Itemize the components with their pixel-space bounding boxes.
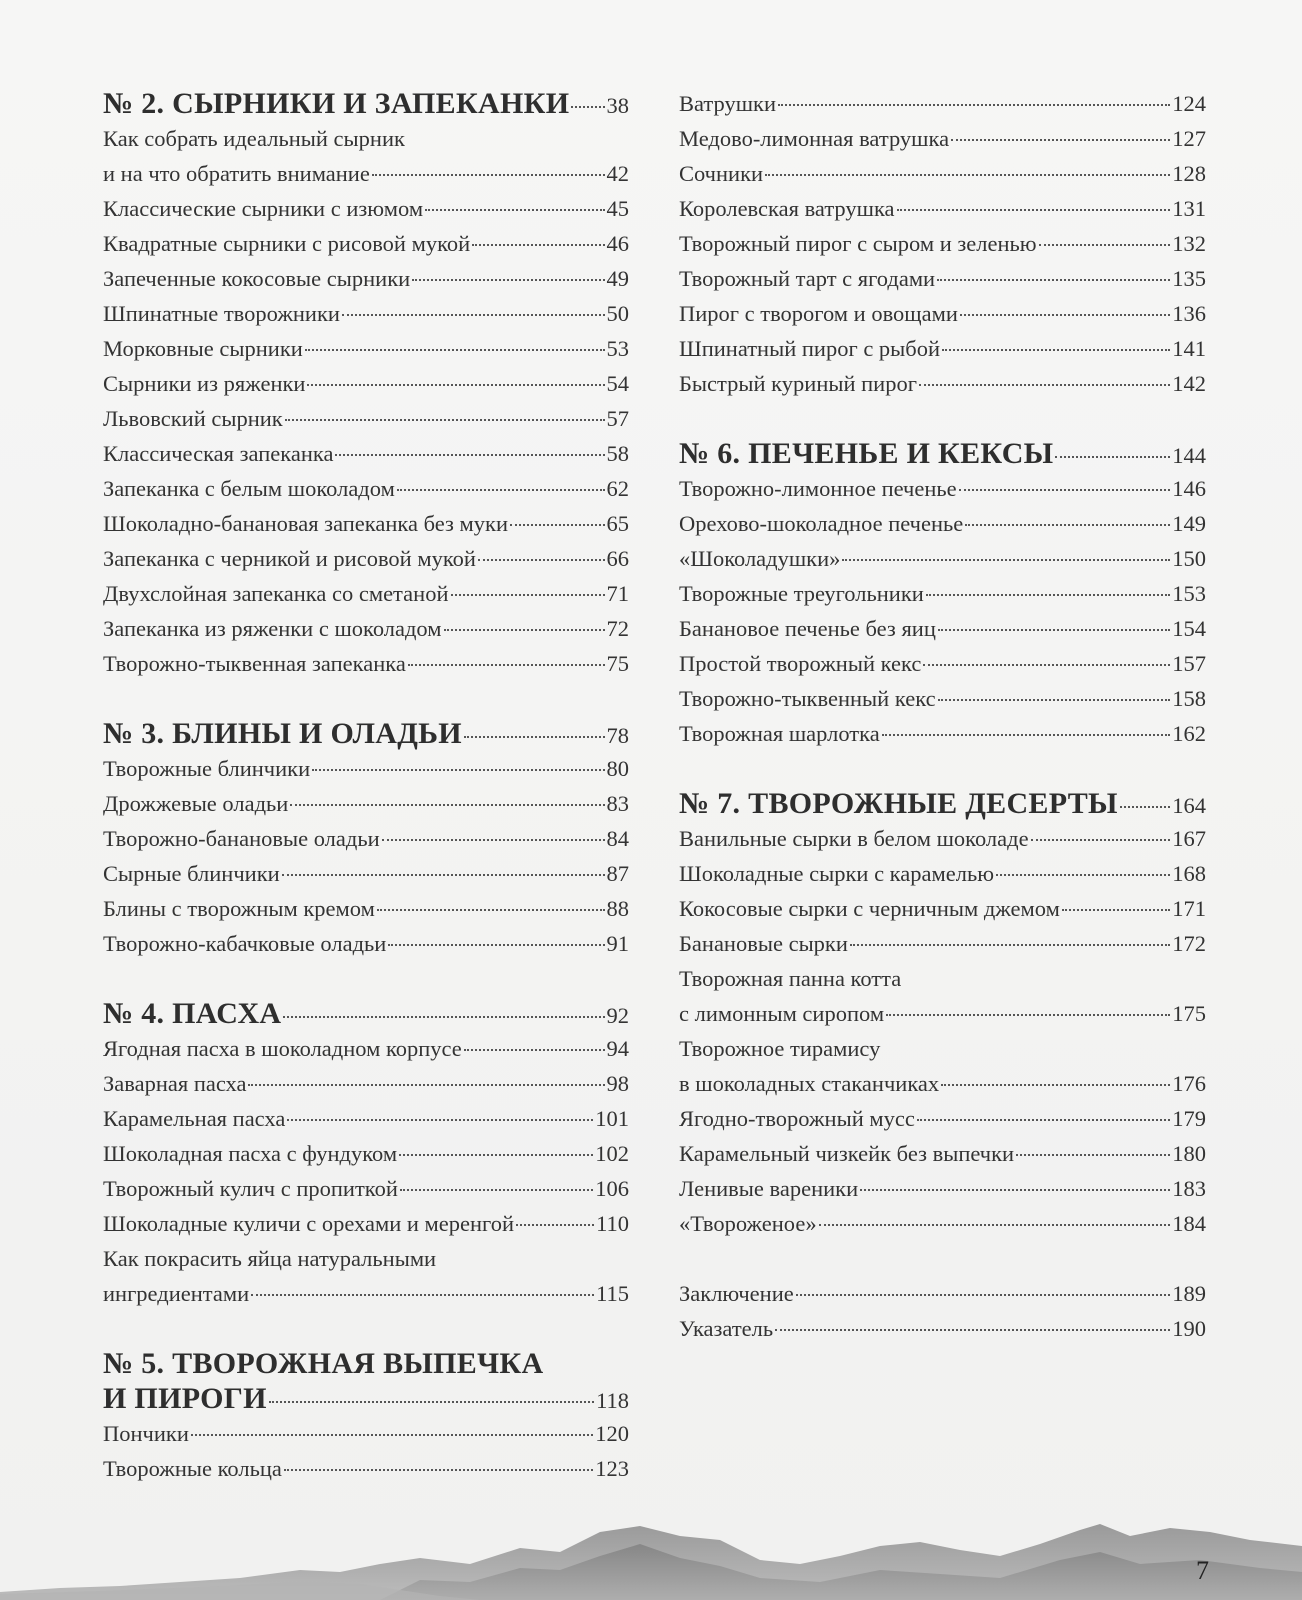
dot-leader: [388, 944, 604, 946]
section-heading[interactable]: [103, 996, 629, 1031]
dot-leader: [796, 1294, 1171, 1296]
toc-entry[interactable]: [103, 1206, 629, 1241]
toc-entry[interactable]: [679, 261, 1206, 296]
dot-leader: [282, 874, 605, 876]
entry-page-number: 175: [1172, 1001, 1206, 1026]
toc-entry[interactable]: [679, 716, 1206, 751]
entry-page-number: 127: [1172, 126, 1206, 151]
dot-leader: [312, 769, 604, 771]
entry-title: Запеканка с черникой и рисовой мукой: [103, 546, 476, 571]
section-heading[interactable]: [103, 716, 629, 751]
entry-title: Ягодная пасха в шоколадном корпусе: [103, 1036, 462, 1061]
entry-title: Ванильные сырки в белом шоколаде: [679, 826, 1029, 851]
toc-entry[interactable]: [103, 261, 629, 296]
entry-page-number: 142: [1172, 371, 1206, 396]
entry-page-number: 91: [606, 931, 629, 956]
toc-entry[interactable]: [679, 1276, 1206, 1311]
entry-title: Заварная пасха: [103, 1071, 247, 1096]
toc-entry[interactable]: [103, 296, 629, 331]
entry-title: Творожно-тыквенная запеканка: [103, 651, 406, 676]
toc-entry[interactable]: [679, 611, 1206, 646]
entry-page-number: 38: [606, 93, 629, 118]
toc-entry[interactable]: [103, 926, 629, 961]
toc-entry[interactable]: [679, 541, 1206, 576]
toc-entry[interactable]: [103, 611, 629, 646]
toc-entry[interactable]: [679, 1311, 1206, 1346]
dot-leader: [1062, 909, 1170, 911]
dot-leader: [342, 314, 605, 316]
entry-title: Творожные блинчики: [103, 756, 311, 781]
entry-page-number: 190: [1172, 1316, 1206, 1341]
entry-title: Кокосовые сырки с черничным джемом: [679, 896, 1060, 921]
entry-page-number: 189: [1172, 1281, 1206, 1306]
toc-entry[interactable]: [103, 1031, 629, 1066]
entry-page-number: 183: [1172, 1176, 1206, 1201]
toc-entry[interactable]: [103, 191, 629, 226]
entry-page-number: 50: [606, 301, 629, 326]
dot-leader: [775, 1329, 1170, 1331]
entry-title: Двухслойная запеканка со сметаной: [103, 581, 449, 606]
entry-page-number: 84: [606, 826, 629, 851]
entry-title: Запеченные кокосовые сырники: [103, 266, 411, 291]
entry-page-number: 58: [606, 441, 629, 466]
section-spacer: [103, 1311, 629, 1346]
dot-leader: [882, 734, 1171, 736]
toc-entry[interactable]: [679, 1136, 1206, 1171]
toc-entry[interactable]: [679, 506, 1206, 541]
toc-entry[interactable]: [103, 331, 629, 366]
toc-entry[interactable]: [679, 121, 1206, 156]
dot-leader: [397, 489, 605, 491]
dot-leader: [886, 1014, 1170, 1016]
entry-title: Классическая запеканка: [103, 441, 334, 466]
toc-entry[interactable]: [103, 401, 629, 436]
entry-page-number: 136: [1172, 301, 1206, 326]
entry-title: Запеканка из ряженки с шоколадом: [103, 616, 442, 641]
entry-page-number: 118: [596, 1388, 629, 1413]
entry-page-number: 128: [1172, 161, 1206, 186]
entry-page-number: 87: [606, 861, 629, 886]
toc-entry[interactable]: [679, 86, 1206, 121]
dot-leader: [287, 1119, 593, 1121]
toc-entry[interactable]: [679, 296, 1206, 331]
entry-page-number: 179: [1172, 1106, 1206, 1131]
toc-entry[interactable]: [103, 156, 629, 191]
entry-page-number: 167: [1172, 826, 1206, 851]
dot-leader: [399, 1154, 593, 1156]
entry-page-number: 88: [606, 896, 629, 921]
entry-page-number: 120: [595, 1421, 629, 1446]
entry-title: Банановое печенье без яиц: [679, 616, 936, 641]
entry-title: Карамельный чизкейк без выпечки: [679, 1141, 1015, 1166]
entry-page-number: 172: [1172, 931, 1206, 956]
entry-page-number: 65: [606, 511, 629, 536]
dot-leader: [842, 559, 1170, 561]
entry-page-number: 153: [1172, 581, 1206, 606]
dot-leader: [408, 664, 605, 666]
dot-leader: [926, 594, 1170, 596]
entry-title: Пирог с творогом и овощами: [679, 301, 958, 326]
entry-title: Творожно-кабачковые оладьи: [103, 931, 387, 956]
dot-leader: [1120, 806, 1170, 808]
entry-title: Шоколадные куличи с орехами и меренгой: [103, 1211, 515, 1236]
dot-leader: [941, 1084, 1170, 1086]
entry-title: Творожный пирог с сыром и зеленью: [679, 231, 1037, 256]
page-number: 7: [1196, 1556, 1209, 1585]
dot-leader: [307, 384, 604, 386]
dot-leader: [917, 1119, 1170, 1121]
dot-leader: [305, 349, 605, 351]
entry-title: Творожно-банановые оладьи: [103, 826, 380, 851]
entry-title: Творожные кольца: [103, 1456, 282, 1481]
entry-page-number: 157: [1172, 651, 1206, 676]
entry-page-number: 101: [595, 1106, 629, 1131]
dot-leader: [510, 524, 605, 526]
dot-leader: [937, 279, 1170, 281]
entry-page-number: 53: [606, 336, 629, 361]
entry-page-number: 49: [606, 266, 629, 291]
toc-entry[interactable]: [679, 856, 1206, 891]
entry-page-number: 66: [606, 546, 629, 571]
entry-title: Указатель: [679, 1316, 774, 1341]
entry-title: Сочники: [679, 161, 764, 186]
dot-leader: [516, 1224, 594, 1226]
entry-title: Ленивые вареники: [679, 1176, 859, 1201]
entry-title: Орехово-шоколадное печенье: [679, 511, 964, 536]
entry-page-number: 132: [1172, 231, 1206, 256]
entry-page-number: 135: [1172, 266, 1206, 291]
entry-title: Ватрушки: [679, 91, 777, 116]
dot-leader: [444, 629, 605, 631]
dot-leader: [938, 699, 1171, 701]
torn-paper-mountains-decoration: [0, 1460, 1302, 1600]
dot-leader: [425, 209, 604, 211]
entry-title: Королевская ватрушка: [679, 196, 895, 221]
dot-leader: [1039, 244, 1171, 246]
entry-title: «Твороженое»: [679, 1211, 817, 1236]
entry-title: Пончики: [103, 1421, 189, 1446]
section-title: № 6. ПЕЧЕНЬЕ И КЕКСЫ: [679, 437, 1054, 470]
dot-leader: [191, 1434, 593, 1436]
toc-entry[interactable]: [103, 366, 629, 401]
toc-entry[interactable]: [103, 1276, 629, 1311]
entry-title: Быстрый куриный пирог: [679, 371, 917, 396]
entry-title: «Шоколадушки»: [679, 546, 841, 571]
toc-entry[interactable]: [103, 541, 629, 576]
dot-leader: [850, 944, 1170, 946]
entry-title: Запеканка с белым шоколадом: [103, 476, 395, 501]
section-title: И ПИРОГИ: [103, 1382, 267, 1415]
toc-entry-line: Творожная панна котта: [679, 966, 902, 991]
entry-page-number: 75: [606, 651, 629, 676]
section-heading-line: № 5. ТВОРОЖНАЯ ВЫПЕЧКА: [103, 1347, 544, 1380]
entry-page-number: 144: [1172, 443, 1206, 468]
toc-entry[interactable]: [103, 786, 629, 821]
entry-title: Творожно-тыквенный кекс: [679, 686, 936, 711]
entry-page-number: 168: [1172, 861, 1206, 886]
toc-entry[interactable]: [679, 891, 1206, 926]
entry-title: Львовский сырник: [103, 406, 283, 431]
entry-title: Дрожжевые оладьи: [103, 791, 289, 816]
entry-page-number: 162: [1172, 721, 1206, 746]
entry-page-number: 146: [1172, 476, 1206, 501]
dot-leader: [571, 106, 604, 108]
toc-left-column: [103, 86, 629, 1486]
toc-entry[interactable]: [679, 821, 1206, 856]
dot-leader: [400, 1189, 593, 1191]
section-heading[interactable]: [679, 436, 1206, 471]
entry-title: Шоколадно-банановая запеканка без муки: [103, 511, 508, 536]
entry-title: Простой творожный кекс: [679, 651, 922, 676]
entry-title: Шоколадные сырки с карамелью: [679, 861, 995, 886]
section-heading[interactable]: [679, 786, 1206, 821]
toc-entry[interactable]: [679, 226, 1206, 261]
toc-entry[interactable]: [103, 821, 629, 856]
dot-leader: [1016, 1154, 1170, 1156]
dot-leader: [897, 209, 1171, 211]
entry-title: Творожный кулич с пропиткой: [103, 1176, 398, 1201]
section-spacer: [103, 961, 629, 996]
entry-page-number: 78: [606, 723, 629, 748]
entry-title: Шоколадная пасха с фундуком: [103, 1141, 398, 1166]
dot-leader: [285, 419, 605, 421]
toc-entry[interactable]: [679, 191, 1206, 226]
dot-leader: [464, 1049, 605, 1051]
entry-page-number: 102: [595, 1141, 629, 1166]
entry-page-number: 149: [1172, 511, 1206, 536]
entry-page-number: 180: [1172, 1141, 1206, 1166]
toc-entry[interactable]: [679, 681, 1206, 716]
entry-title: Шпинатный пирог с рыбой: [679, 336, 941, 361]
entry-title: Творожный тарт с ягодами: [679, 266, 936, 291]
section-title: № 2. СЫРНИКИ И ЗАПЕКАНКИ: [103, 87, 570, 120]
entry-page-number: 150: [1172, 546, 1206, 571]
entry-title: Творожная шарлотка: [679, 721, 880, 746]
entry-page-number: 106: [595, 1176, 629, 1201]
toc-entry[interactable]: [679, 926, 1206, 961]
dot-leader: [860, 1189, 1170, 1191]
entry-title: ингредиентами: [103, 1281, 250, 1306]
dot-leader: [269, 1401, 594, 1403]
entry-page-number: 131: [1172, 196, 1206, 221]
toc-entry-line: Как покрасить яйца натуральными: [103, 1246, 437, 1271]
toc-entry[interactable]: [679, 1101, 1206, 1136]
entry-title: Творожные треугольники: [679, 581, 924, 606]
entry-title: Ягодно-творожный мусс: [679, 1106, 915, 1131]
dot-leader: [1055, 456, 1170, 458]
section-spacer: [679, 1241, 1206, 1276]
section-title: № 3. БЛИНЫ И ОЛАДЬИ: [103, 717, 462, 750]
entry-page-number: 57: [606, 406, 629, 431]
toc-entry[interactable]: [679, 366, 1206, 401]
entry-title: Квадратные сырники с рисовой мукой: [103, 231, 471, 256]
entry-page-number: 115: [596, 1281, 629, 1306]
dot-leader: [1031, 839, 1171, 841]
entry-title: Блины с творожным кремом: [103, 896, 375, 921]
entry-title: в шоколадных стаканчиках: [679, 1071, 940, 1096]
toc-entry[interactable]: [103, 1171, 629, 1206]
section-heading[interactable]: [103, 86, 629, 121]
entry-page-number: 80: [606, 756, 629, 781]
toc-entry[interactable]: [103, 576, 629, 611]
toc-entry[interactable]: [103, 751, 629, 786]
dot-leader: [942, 349, 1170, 351]
dot-leader: [248, 1084, 604, 1086]
toc-entry[interactable]: [679, 1066, 1206, 1101]
toc-entry[interactable]: [103, 1416, 629, 1451]
entry-page-number: 98: [606, 1071, 629, 1096]
entry-page-number: 54: [606, 371, 629, 396]
dot-leader: [412, 279, 604, 281]
entry-page-number: 62: [606, 476, 629, 501]
dot-leader: [778, 104, 1170, 106]
entry-title: Шпинатные творожники: [103, 301, 340, 326]
entry-page-number: 171: [1172, 896, 1206, 921]
toc-entry[interactable]: [679, 471, 1206, 506]
entry-title: Банановые сырки: [679, 931, 848, 956]
dot-leader: [819, 1224, 1171, 1226]
entry-title: и на что обратить внимание: [103, 161, 370, 186]
dot-leader: [335, 454, 604, 456]
entry-page-number: 124: [1172, 91, 1206, 116]
dot-leader: [382, 839, 605, 841]
toc-entry[interactable]: [103, 1136, 629, 1171]
dot-leader: [923, 664, 1170, 666]
section-spacer: [679, 751, 1206, 786]
toc-entry[interactable]: [103, 1066, 629, 1101]
toc-entry[interactable]: [679, 1171, 1206, 1206]
dot-leader: [451, 594, 605, 596]
toc-entry[interactable]: [679, 156, 1206, 191]
entry-page-number: 176: [1172, 1071, 1206, 1096]
toc-entry-line: Как собрать идеальный сырник: [103, 126, 405, 151]
toc-entry[interactable]: [679, 996, 1206, 1031]
dot-leader: [372, 174, 605, 176]
entry-page-number: 71: [606, 581, 629, 606]
toc-entry[interactable]: [103, 506, 629, 541]
toc-entry[interactable]: [103, 891, 629, 926]
entry-title: Морковные сырники: [103, 336, 303, 361]
entry-title: Творожно-лимонное печенье: [679, 476, 957, 501]
entry-page-number: 184: [1172, 1211, 1206, 1236]
dot-leader: [960, 314, 1170, 316]
dot-leader: [283, 1016, 604, 1018]
entry-title: Сырные блинчики: [103, 861, 280, 886]
entry-page-number: 45: [606, 196, 629, 221]
toc-entry[interactable]: [103, 471, 629, 506]
toc-entry[interactable]: [103, 856, 629, 891]
toc-entry[interactable]: [679, 331, 1206, 366]
dot-leader: [478, 559, 605, 561]
entry-title: Сырники из ряженки: [103, 371, 306, 396]
dot-leader: [996, 874, 1170, 876]
entry-page-number: 46: [606, 231, 629, 256]
entry-page-number: 154: [1172, 616, 1206, 641]
entry-title: Заключение: [679, 1281, 794, 1306]
dot-leader: [765, 174, 1170, 176]
entry-page-number: 123: [595, 1456, 629, 1481]
section-spacer: [103, 681, 629, 716]
entry-page-number: 110: [596, 1211, 629, 1236]
dot-leader: [464, 736, 605, 738]
section-title: № 7. ТВОРОЖНЫЕ ДЕСЕРТЫ: [679, 787, 1118, 820]
entry-title: Медово-лимонная ватрушка: [679, 126, 950, 151]
entry-page-number: 72: [606, 616, 629, 641]
entry-title: Классические сырники с изюмом: [103, 196, 424, 221]
entry-page-number: 94: [606, 1036, 629, 1061]
dot-leader: [290, 804, 604, 806]
dot-leader: [959, 489, 1171, 491]
entry-page-number: 83: [606, 791, 629, 816]
dot-leader: [938, 629, 1170, 631]
entry-page-number: 42: [606, 161, 629, 186]
entry-page-number: 158: [1172, 686, 1206, 711]
toc-entry[interactable]: [103, 436, 629, 471]
toc-entry[interactable]: [103, 1101, 629, 1136]
entry-page-number: 141: [1172, 336, 1206, 361]
entry-title: Карамельная пасха: [103, 1106, 286, 1131]
toc-right-column: [679, 86, 1206, 1346]
dot-leader: [251, 1294, 594, 1296]
entry-page-number: 164: [1172, 793, 1206, 818]
toc-entry-line: Творожное тирамису: [679, 1036, 881, 1061]
toc-entry[interactable]: [103, 226, 629, 261]
dot-leader: [919, 384, 1170, 386]
entry-page-number: 92: [606, 1003, 629, 1028]
section-spacer: [679, 401, 1206, 436]
entry-title: с лимонным сиропом: [679, 1001, 885, 1026]
section-title: № 4. ПАСХА: [103, 997, 282, 1030]
toc-entry[interactable]: [679, 576, 1206, 611]
toc-entry[interactable]: [679, 1206, 1206, 1241]
dot-leader: [472, 244, 604, 246]
dot-leader: [951, 139, 1170, 141]
toc-entry[interactable]: [679, 646, 1206, 681]
section-heading[interactable]: [103, 1381, 629, 1416]
dot-leader: [377, 909, 605, 911]
toc-entry[interactable]: [103, 646, 629, 681]
dot-leader: [965, 524, 1170, 526]
